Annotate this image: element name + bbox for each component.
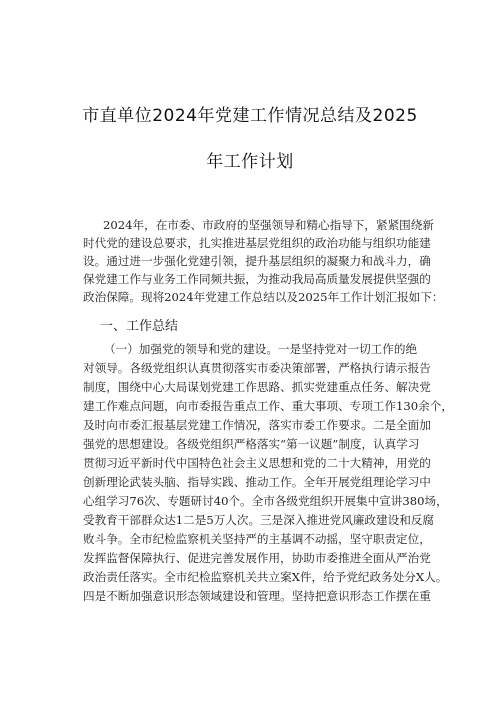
body-line: 败斗争。全市纪检监察机关坚持严的主基调不动摇，坚守职责定位， [83,532,431,546]
section-heading-work-summary: 一、工作总结 [100,319,179,334]
body-line: 四是不断加强意识形态领域建设和管理。坚持把意识形态工作摆在重 [83,589,431,603]
body-line: 创新理论武装头脑、指导实践、推动工作。全年开展党组理论学习中 [83,475,431,489]
document-title-line-2: 年工作计划 [206,152,294,172]
intro-line: 政治保障。现将2024年党建工作总结以及2025年工作计划汇报如下： [83,290,444,304]
body-line: 对领导。各级党组织认真贯彻落实市委决策部署，严格执行请示报告 [83,361,431,375]
body-line: （一）加强党的领导和党的建设。一是坚持党对一切工作的绝 [104,342,418,356]
body-line: 心组学习76次、专题研讨40个。全市各级党组织开展集中宣讲380场， [83,494,448,508]
body-line: 建工作难点问题，向市委报告重点工作、重大事项、专项工作130余个， [83,399,453,413]
intro-line: 时代党的建设总要求，扎实推进基层党组织的政治功能与组织功能建 [83,236,431,250]
body-line: 受教育干部群众达1二是5万人次。三是深入推进党风廉政建设和反腐 [83,513,434,527]
body-line: 强党的思想建设。各级党组织严格落实“第一议题”制度，认真学习 [83,437,420,451]
intro-line: 设。通过进一步强化党建引领，提升基层组织的凝聚力和战斗力，确 [83,254,431,268]
body-line: 制度，围绕中心大局谋划党建工作思路、抓实党建重点任务、解决党 [83,380,431,394]
body-line: 政治责任落实。全市纪检监察机关共立案X件，给予党纪政务处分X人。 [83,570,448,584]
body-line: 及时向市委汇报基层党建工作情况，落实市委工作要求。二是全面加 [83,418,431,432]
body-line: 发挥监督保障执行、促进完善发展作用，协助市委推进全面从严治党 [83,551,431,565]
intro-line: 2024年，在市委、市政府的坚强领导和精心指导下，紧紧围绕新 [103,218,434,232]
intro-line: 保党建工作与业务工作同频共振，为推动我局高质量发展提供坚强的 [83,272,431,286]
document-title-line-1: 市直单位2024年党建工作情况总结及2025 [82,106,418,126]
body-line: 贯彻习近平新时代中国特色社会主义思想和党的二十大精神，用党的 [83,456,431,470]
